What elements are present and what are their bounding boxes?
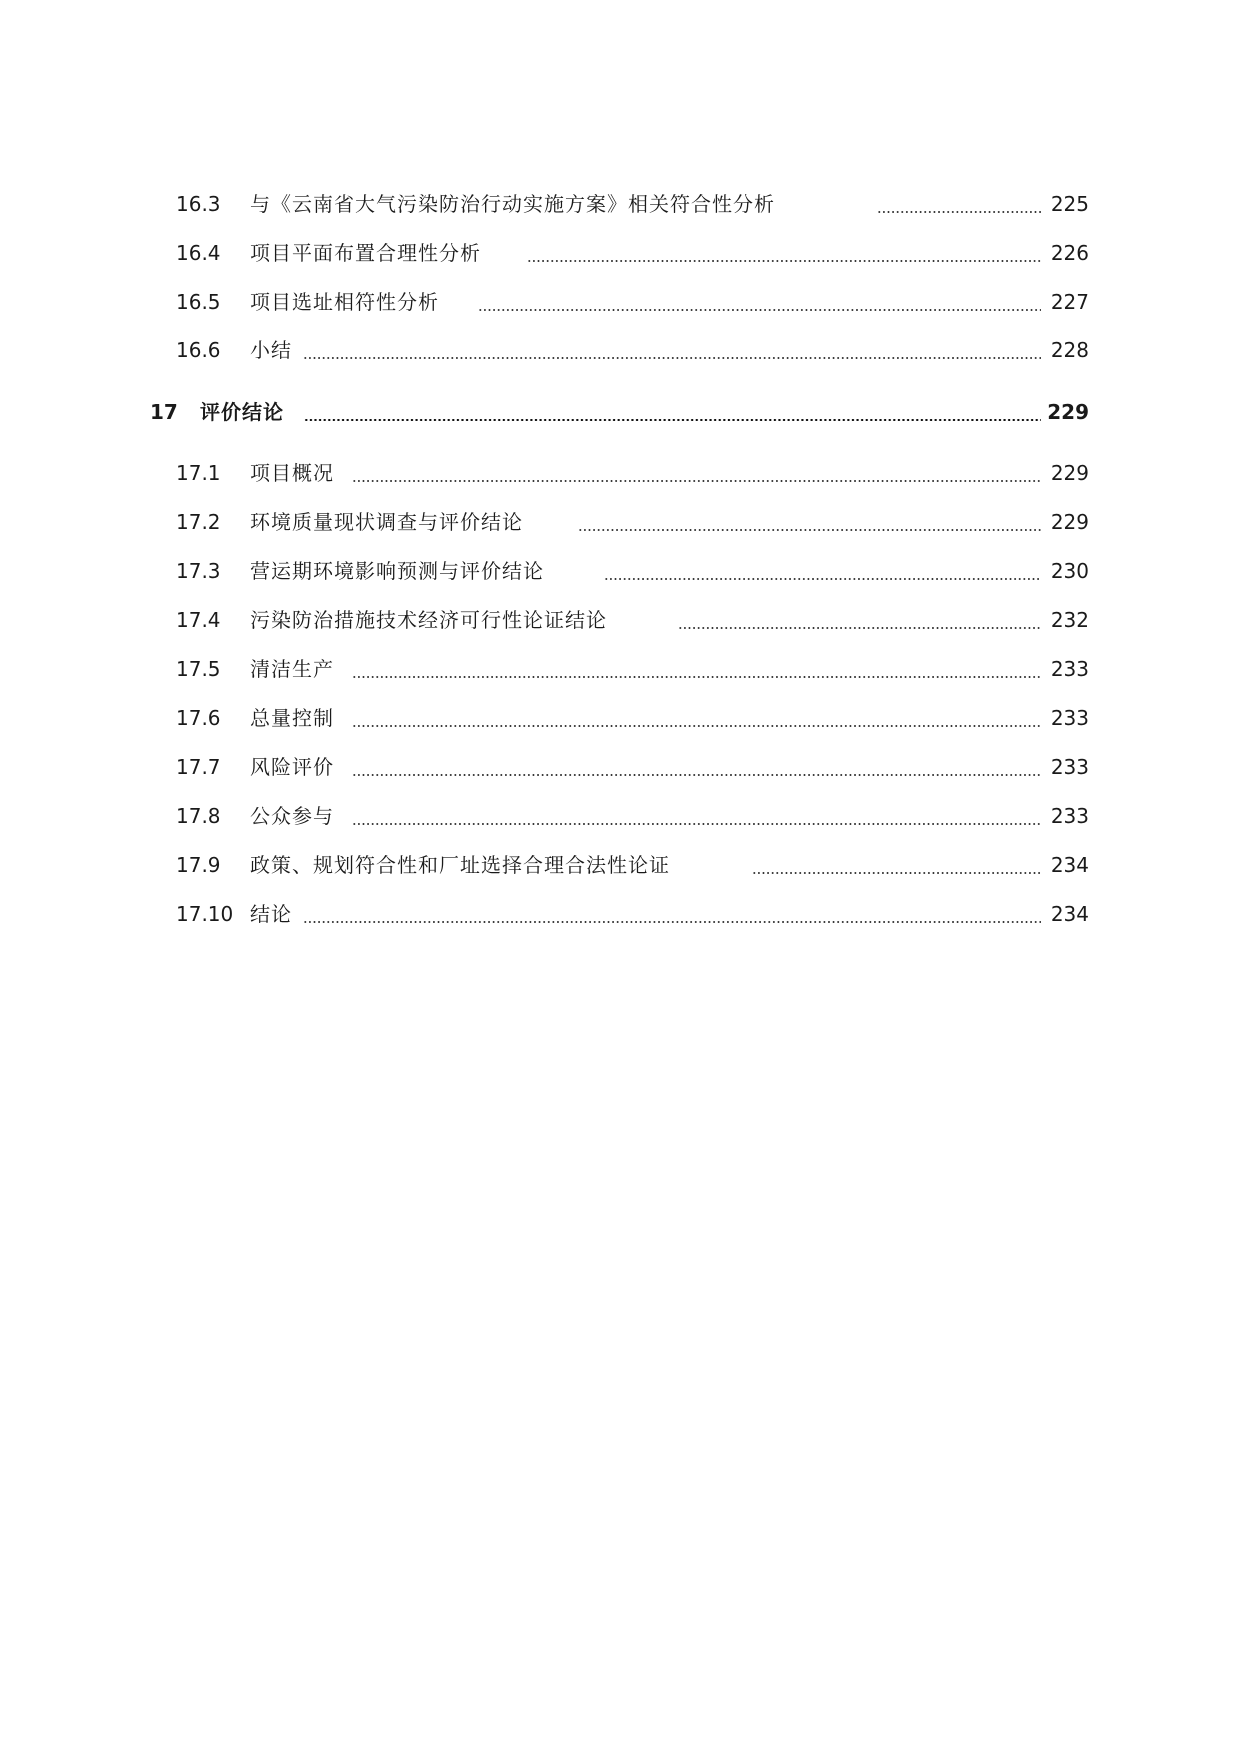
toc-entry-title: 政策、规划符合性和厂址选择合理合法性论证 xyxy=(250,853,670,877)
toc-dot-leader xyxy=(478,309,1041,311)
toc-entry-title: 结论 xyxy=(250,902,292,926)
toc-dot-leader xyxy=(578,529,1041,531)
toc-entry-17-9[interactable] xyxy=(0,845,1241,885)
toc-entry-17-4[interactable] xyxy=(0,600,1241,640)
toc-entry-title: 总量控制 xyxy=(250,706,334,730)
toc-entry-number: 17.7 xyxy=(176,755,221,779)
toc-chapter-page: 229 xyxy=(1047,400,1089,424)
toc-entry-page: 232 xyxy=(1050,608,1089,632)
toc-entry-16-6[interactable] xyxy=(0,330,1241,370)
toc-entry-page: 226 xyxy=(1050,241,1089,265)
toc-entry-16-4[interactable] xyxy=(0,233,1241,273)
toc-dot-leader xyxy=(604,578,1041,580)
toc-dot-leader xyxy=(352,774,1041,776)
toc-dot-leader xyxy=(678,627,1041,629)
toc-entry-number: 17.2 xyxy=(176,510,221,534)
toc-dot-leader xyxy=(352,823,1041,825)
toc-entry-page: 234 xyxy=(1050,902,1089,926)
toc-entry-number: 16.3 xyxy=(176,192,221,216)
toc-dot-leader xyxy=(352,676,1041,678)
toc-entry-number: 17.5 xyxy=(176,657,221,681)
toc-entry-page: 229 xyxy=(1050,510,1089,534)
toc-entry-number: 17.6 xyxy=(176,706,221,730)
toc-dot-leader xyxy=(303,357,1041,359)
toc-entry-17-10[interactable] xyxy=(0,894,1241,934)
toc-chapter-number: 17 xyxy=(150,400,178,424)
toc-dot-leader xyxy=(352,480,1041,482)
toc-entry-number: 17.1 xyxy=(176,461,221,485)
toc-entry-number: 16.5 xyxy=(176,290,221,314)
toc-dot-leader xyxy=(304,419,1041,421)
toc-entry-number: 17.3 xyxy=(176,559,221,583)
toc-entry-title: 项目概况 xyxy=(250,461,334,485)
toc-entry-title: 项目平面布置合理性分析 xyxy=(250,241,481,265)
toc-entry-page: 227 xyxy=(1050,290,1089,314)
toc-entry-16-3[interactable] xyxy=(0,184,1241,224)
toc-entry-page: 225 xyxy=(1050,192,1089,216)
toc-entry-17-8[interactable] xyxy=(0,796,1241,836)
toc-chapter-title: 评价结论 xyxy=(200,400,284,424)
toc-entry-number: 16.4 xyxy=(176,241,221,265)
toc-entry-title: 项目选址相符性分析 xyxy=(250,290,439,314)
toc-entry-17-2[interactable] xyxy=(0,502,1241,542)
toc-entry-17-3[interactable] xyxy=(0,551,1241,591)
toc-entry-page: 230 xyxy=(1050,559,1089,583)
toc-dot-leader xyxy=(303,921,1041,923)
toc-entry-page: 233 xyxy=(1050,755,1089,779)
toc-entry-number: 16.6 xyxy=(176,338,221,362)
toc-entry-17-5[interactable] xyxy=(0,649,1241,689)
toc-entry-number: 17.8 xyxy=(176,804,221,828)
toc-entry-17-7[interactable] xyxy=(0,747,1241,787)
toc-entry-number: 17.10 xyxy=(176,902,234,926)
toc-entry-page: 234 xyxy=(1050,853,1089,877)
toc-entry-page: 233 xyxy=(1050,804,1089,828)
toc-entry-page: 229 xyxy=(1050,461,1089,485)
toc-entry-number: 17.9 xyxy=(176,853,221,877)
toc-entry-number: 17.4 xyxy=(176,608,221,632)
toc-entry-17-1[interactable] xyxy=(0,453,1241,493)
toc-entry-title: 环境质量现状调查与评价结论 xyxy=(250,510,523,534)
toc-entry-title: 与《云南省大气污染防治行动实施方案》相关符合性分析 xyxy=(250,192,775,216)
toc-entry-page: 233 xyxy=(1050,706,1089,730)
toc-entry-title: 小结 xyxy=(250,338,292,362)
toc-dot-leader xyxy=(527,260,1041,262)
toc-entry-page: 228 xyxy=(1050,338,1089,362)
toc-entry-17-6[interactable] xyxy=(0,698,1241,738)
toc-dot-leader xyxy=(877,211,1041,213)
toc-entry-title: 营运期环境影响预测与评价结论 xyxy=(250,559,544,583)
toc-dot-leader xyxy=(752,872,1041,874)
toc-chapter-17[interactable] xyxy=(0,392,1241,432)
toc-entry-page: 233 xyxy=(1050,657,1089,681)
toc-entry-title: 风险评价 xyxy=(250,755,334,779)
toc-entry-16-5[interactable] xyxy=(0,282,1241,322)
toc-entry-title: 清洁生产 xyxy=(250,657,334,681)
toc-entry-title: 污染防治措施技术经济可行性论证结论 xyxy=(250,608,607,632)
toc-entry-title: 公众参与 xyxy=(250,804,334,828)
toc-dot-leader xyxy=(352,725,1041,727)
